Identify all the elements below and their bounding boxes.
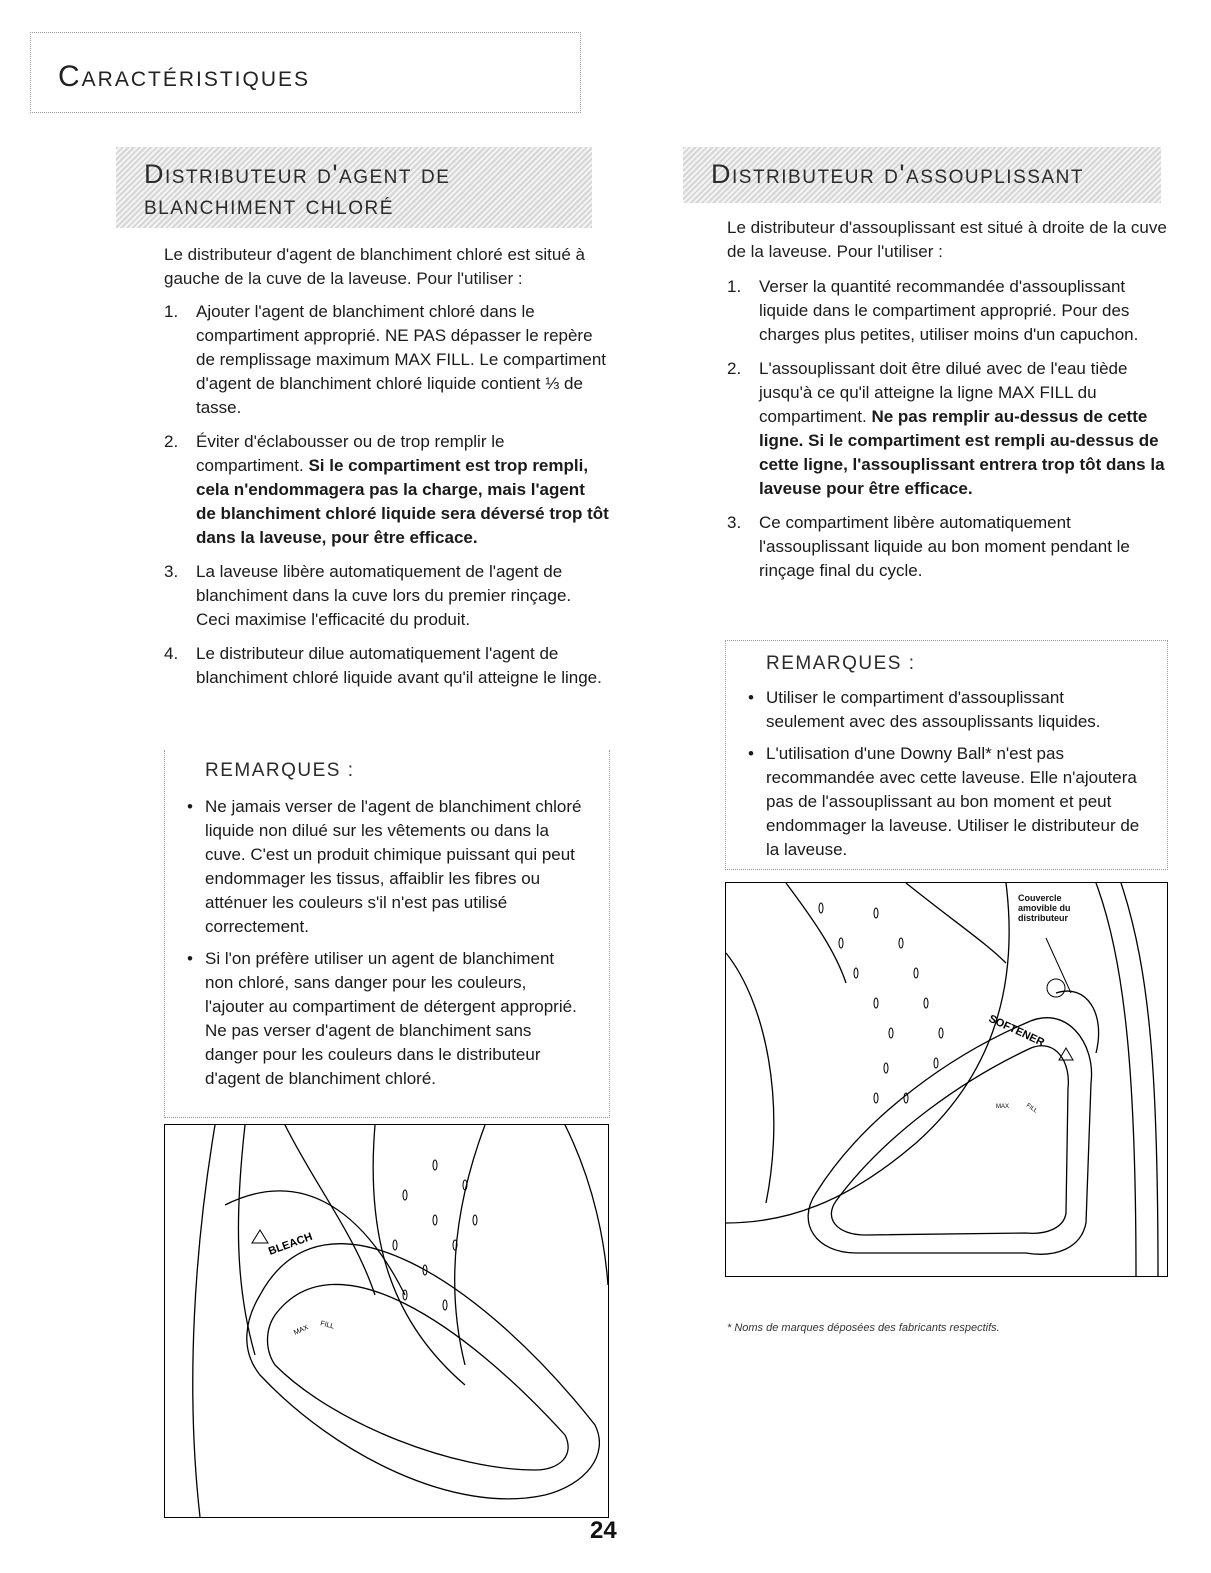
softener-heading-text: Distributeur d'assouplissant xyxy=(711,159,1084,189)
softener-step xyxy=(727,275,1167,347)
step-number: 1. xyxy=(164,302,179,321)
bleach-step xyxy=(164,430,609,550)
softener-steps xyxy=(727,275,1167,593)
step-text: Le distributeur dilue automatiquement l'agent de blanchiment chloré liquide avant qu'il atteigne le linge. xyxy=(196,644,602,687)
fill-label: FILL xyxy=(319,1320,335,1331)
page-title: Caractéristiques xyxy=(58,60,311,93)
bleach-heading-line-1: Distributeur d'agent de xyxy=(144,159,451,189)
remark-item: • Si l'on préfère utiliser un agent de blanchiment non chloré, sans danger pour les couleurs, l'ajouter au compartiment de détergent approprié. Ne pas verser d'agent de blanchiment sans danger pour les couleurs dans le distributeur d'agent de blanchiment chloré. xyxy=(185,947,585,1091)
removable-cover-callout xyxy=(1018,893,1071,923)
step-text: Ajouter l'agent de blanchiment chloré dans le compartiment approprié. NE PAS dépasser le repère de remplissage maximum MAX FILL. Le compartiment d'agent de blanchiment chloré liquide contient ⅓ de tasse. xyxy=(196,302,607,417)
bleach-remarks-box xyxy=(164,750,610,1118)
softener-dispenser-illustration xyxy=(725,882,1168,1277)
softener-dispenser-drawing xyxy=(726,883,1167,1276)
softener-remarks-box xyxy=(725,640,1168,870)
bleach-heading-line-2: blanchiment chloré xyxy=(144,190,394,220)
remark-item: • L'utilisation d'une Downy Ball* n'est pas recommandée avec cette laveuse. Elle n'ajoutera pas de l'assouplissant au bon moment et peut endommager la laveuse. Utiliser le distributeur de la laveuse. xyxy=(746,742,1146,862)
bleach-step xyxy=(164,560,609,632)
step-number: 4. xyxy=(164,644,179,663)
step-text: Ce compartiment libère automatiquement l'assouplissant liquide au bon moment pendant le rinçage final du cycle. xyxy=(759,513,1130,580)
step-number: 2. xyxy=(164,432,179,451)
bleach-dispenser-heading xyxy=(116,147,592,228)
step-text: Éviter d'éclabousser ou de trop remplir le compartiment. xyxy=(196,432,505,475)
bleach-steps xyxy=(164,300,609,700)
bleach-remarks-list xyxy=(185,795,585,1099)
remark-item: • Ne jamais verser de l'agent de blanchiment chloré liquide non dilué sur les vêtements ou dans la cuve. C'est un produit chimique puissant qui peut endommager les tissus, affaiblir les fibres ou atténuer les couleurs s'il n'est pas utilisé correctement. xyxy=(185,795,585,939)
step-text: L'assouplissant doit être dilué avec de l'eau tiède jusqu'à ce qu'il atteigne la ligne MAX FILL du compartiment. xyxy=(759,359,1128,426)
bleach-step xyxy=(164,300,609,420)
step-number: 1. xyxy=(727,277,742,296)
softener-intro: Le distributeur d'assouplissant est situé à droite de la cuve de la laveuse. Pour l'utiliser : xyxy=(727,218,1167,261)
step-number: 3. xyxy=(727,513,742,532)
callout-line xyxy=(1046,938,1071,993)
step-number: 2. xyxy=(727,359,742,378)
softener-remarks-list xyxy=(746,686,1146,870)
softener-label: SOFTENER xyxy=(986,1012,1047,1050)
fill-label: FILL xyxy=(1024,1102,1039,1115)
flower-icon xyxy=(1047,979,1065,997)
step-warning: Si le compartiment est trop rempli, cela n'endommagera pas la charge, mais l'agent de blanchiment chloré liquide sera déversé trop tôt dans la laveuse, pour être efficace. xyxy=(196,456,609,547)
step-text: Verser la quantité recommandée d'assouplissant liquide dans le compartiment approprié. Pour des charges plus petites, utiliser moins d'un capuchon. xyxy=(759,277,1139,344)
callout-line-1: Couvercle xyxy=(1018,893,1062,903)
max-label: MAX xyxy=(996,1104,1010,1110)
warning-triangle-icon xyxy=(252,1230,268,1243)
warning-triangle-icon xyxy=(1059,1048,1073,1060)
step-text: La laveuse libère automatiquement de l'agent de blanchiment dans la cuve lors du premier rinçage. Ceci maximise l'efficacité du produit. xyxy=(196,562,572,629)
bleach-intro: Le distributeur d'agent de blanchiment chloré est situé à gauche de la cuve de la laveuse. Pour l'utiliser : xyxy=(164,245,585,288)
max-label: MAX xyxy=(292,1324,310,1337)
remarks-heading: REMARQUES : xyxy=(766,653,916,674)
bleach-dispenser-drawing xyxy=(165,1125,608,1517)
step-warning: Ne pas remplir au-dessus de cette ligne. Si le compartiment est rempli au-dessus de cette ligne, l'assouplissant entrera trop tôt dans la laveuse pour être efficace. xyxy=(759,407,1165,498)
step-number: 3. xyxy=(164,562,179,581)
callout-line-2: amovible du xyxy=(1018,903,1071,913)
bleach-step xyxy=(164,642,609,690)
softener-step xyxy=(727,357,1167,501)
bleach-dispenser-illustration xyxy=(164,1124,609,1518)
remark-item: • Utiliser le compartiment d'assouplissant seulement avec des assouplissants liquides. xyxy=(746,686,1146,734)
remarks-heading: REMARQUES : xyxy=(205,760,355,781)
callout-line-3: distributeur xyxy=(1018,913,1069,923)
trademark-footnote: * Noms de marques déposées des fabricants respectifs. xyxy=(727,1322,1000,1334)
softener-dispenser-heading xyxy=(683,147,1161,203)
bleach-label: BLEACH xyxy=(266,1230,315,1258)
page-number: 24 xyxy=(590,1517,617,1544)
softener-step xyxy=(727,511,1167,583)
